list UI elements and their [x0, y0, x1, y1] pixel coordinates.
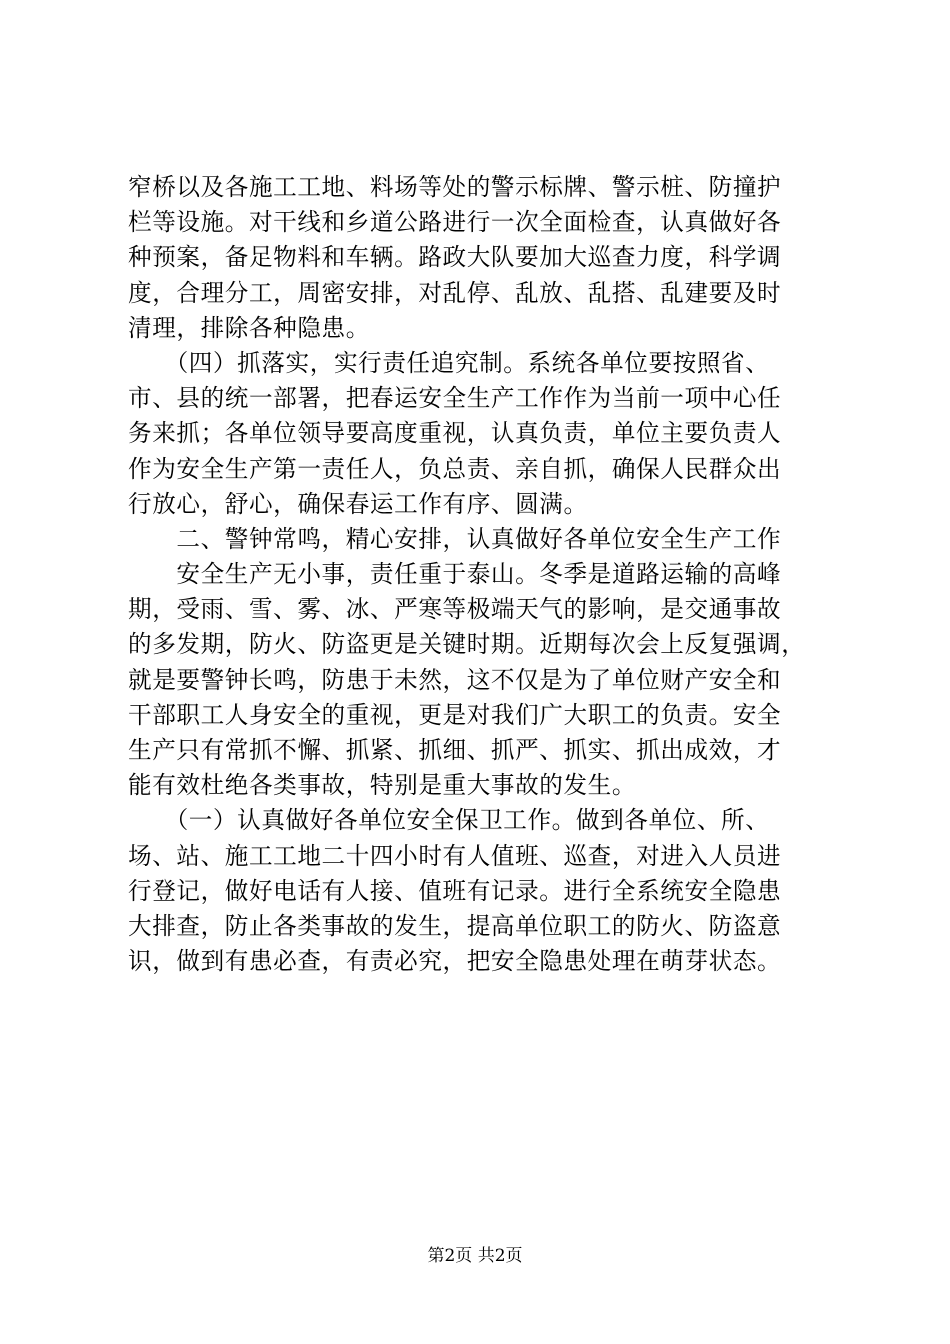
text-line: 就是要警钟长鸣，防患于未然，这不仅是为了单位财产安全和 [128, 665, 782, 694]
text-line: 清理，排除各种隐患。 [128, 313, 370, 342]
text-line: 行登记，做好电话有人接、值班有记录。进行全系统安全隐患 [128, 876, 782, 905]
text-line: 栏等设施。对干线和乡道公路进行一次全面检查，认真做好各 [128, 208, 782, 237]
text-line: （四）抓落实，实行责任追究制。系统各单位要按照省、 [128, 348, 770, 377]
text-line: 生产只有常抓不懈、抓紧、抓细、抓严、抓实、抓出成效，才 [128, 736, 782, 764]
text-line: 行放心，舒心，确保春运工作有序、圆满。 [128, 489, 588, 518]
text-line: 安全生产无小事，责任重于泰山。冬季是道路运输的高峰 [128, 560, 782, 589]
text-line: 市、县的统一部署，把春运安全生产工作作为当前一项中心任 [128, 384, 782, 413]
page-number-footer: 第2页 共2页 [427, 1246, 523, 1266]
text-line: 作为安全生产第一责任人，负总责、亲自抓，确保人民群众出 [128, 454, 782, 483]
document-body [128, 170, 828, 979]
text-line: 大排查，防止各类事故的发生，提高单位职工的防火、防盗意 [128, 911, 782, 940]
text-line: 窄桥以及各施工工地、料场等处的警示标牌、警示桩、防撞护 [128, 173, 782, 201]
text-line: 能有效杜绝各类事故，特别是重大事故的发生。 [128, 771, 637, 800]
section-heading: 二、警钟常鸣，精心安排，认真做好各单位安全生产工作 [128, 524, 782, 553]
text-line: 期，受雨、雪、雾、冰、严寒等极端天气的影响，是交通事故 [128, 595, 782, 624]
text-line: （一）认真做好各单位安全保卫工作。做到各单位、所、 [128, 806, 770, 835]
text-line: 干部职工人身安全的重视，更是对我们广大职工的负责。安全 [128, 700, 782, 729]
text-line: 场、站、施工工地二十四小时有人值班、巡查，对进入人员进 [128, 841, 782, 870]
text-line: 种预案，备足物料和车辆。路政大队要加大巡查力度，科学调 [128, 243, 782, 272]
text-line: 务来抓；各单位领导要高度重视，认真负责，单位主要负责人 [128, 419, 782, 448]
text-line: 识，做到有患必查，有责必究，把安全隐患处理在萌芽状态。 [128, 947, 782, 976]
text-line: 的多发期，防火、防盗更是关键时期。近期每次会上反复强调， [128, 630, 806, 659]
text-line: 度，合理分工，周密安排，对乱停、乱放、乱搭、乱建要及时 [128, 278, 782, 307]
